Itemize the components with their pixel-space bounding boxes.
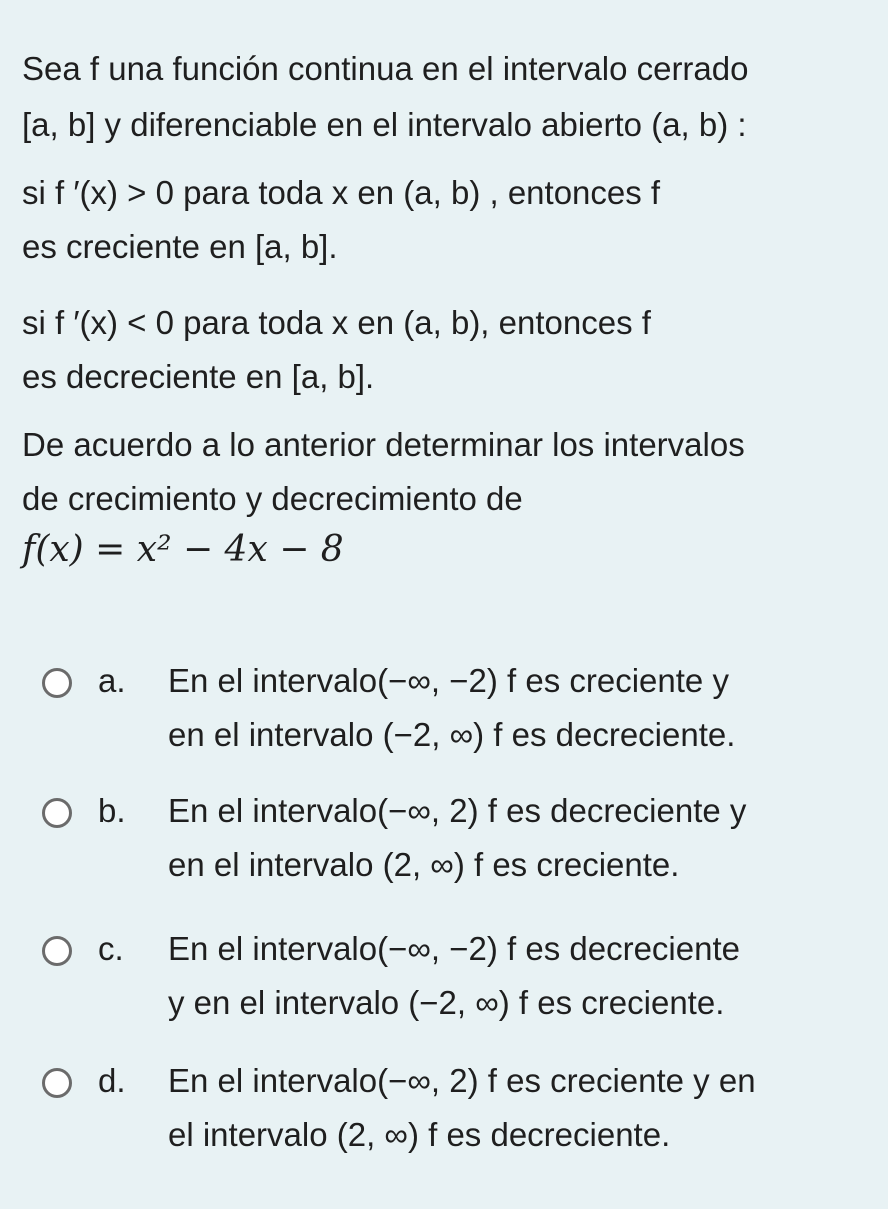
option-d[interactable] xyxy=(22,1062,872,1182)
option-letter: a. xyxy=(98,662,126,699)
option-c[interactable] xyxy=(22,930,872,1050)
question-line-2: de crecimiento y decrecimiento de xyxy=(22,480,523,517)
radio-button[interactable] xyxy=(42,936,72,966)
radio-button[interactable] xyxy=(42,1068,72,1098)
option-text-line-1: En el intervalo(−∞, 2) f es creciente y en xyxy=(168,1062,756,1099)
function-definition: f(x) = x² − 4x − 8 xyxy=(22,529,344,570)
rule-decreasing-line-1: si f ′(x) < 0 para toda x en (a, b), entonces f xyxy=(22,304,651,341)
radio-button[interactable] xyxy=(42,798,72,828)
radio-button[interactable] xyxy=(42,668,72,698)
rule-increasing-line-2: es creciente en [a, b]. xyxy=(22,228,338,265)
option-text-line-1: En el intervalo(−∞, −2) f es creciente y xyxy=(168,662,729,699)
option-letter: b. xyxy=(98,792,126,829)
option-a[interactable] xyxy=(22,662,872,782)
option-b[interactable] xyxy=(22,792,872,912)
option-letter: d. xyxy=(98,1062,126,1099)
question-line-1: De acuerdo a lo anterior determinar los intervalos xyxy=(22,426,745,463)
option-text-line-2: el intervalo (2, ∞) f es decreciente. xyxy=(168,1116,671,1153)
option-text-line-2: y en el intervalo (−2, ∞) f es creciente. xyxy=(168,984,725,1021)
option-text-line-1: En el intervalo(−∞, 2) f es decreciente y xyxy=(168,792,747,829)
rule-increasing-line-1: si f ′(x) > 0 para toda x en (a, b) , entonces f xyxy=(22,174,661,211)
option-text-line-2: en el intervalo (−2, ∞) f es decreciente. xyxy=(168,716,736,753)
intro-line-1: Sea f una función continua en el intervalo cerrado xyxy=(22,50,749,87)
option-text-line-2: en el intervalo (2, ∞) f es creciente. xyxy=(168,846,680,883)
rule-decreasing-line-2: es decreciente en [a, b]. xyxy=(22,358,375,395)
option-letter: c. xyxy=(98,930,124,967)
intro-line-2: [a, b] y diferenciable en el intervalo abierto (a, b) : xyxy=(22,106,747,143)
option-text-line-1: En el intervalo(−∞, −2) f es decreciente xyxy=(168,930,740,967)
